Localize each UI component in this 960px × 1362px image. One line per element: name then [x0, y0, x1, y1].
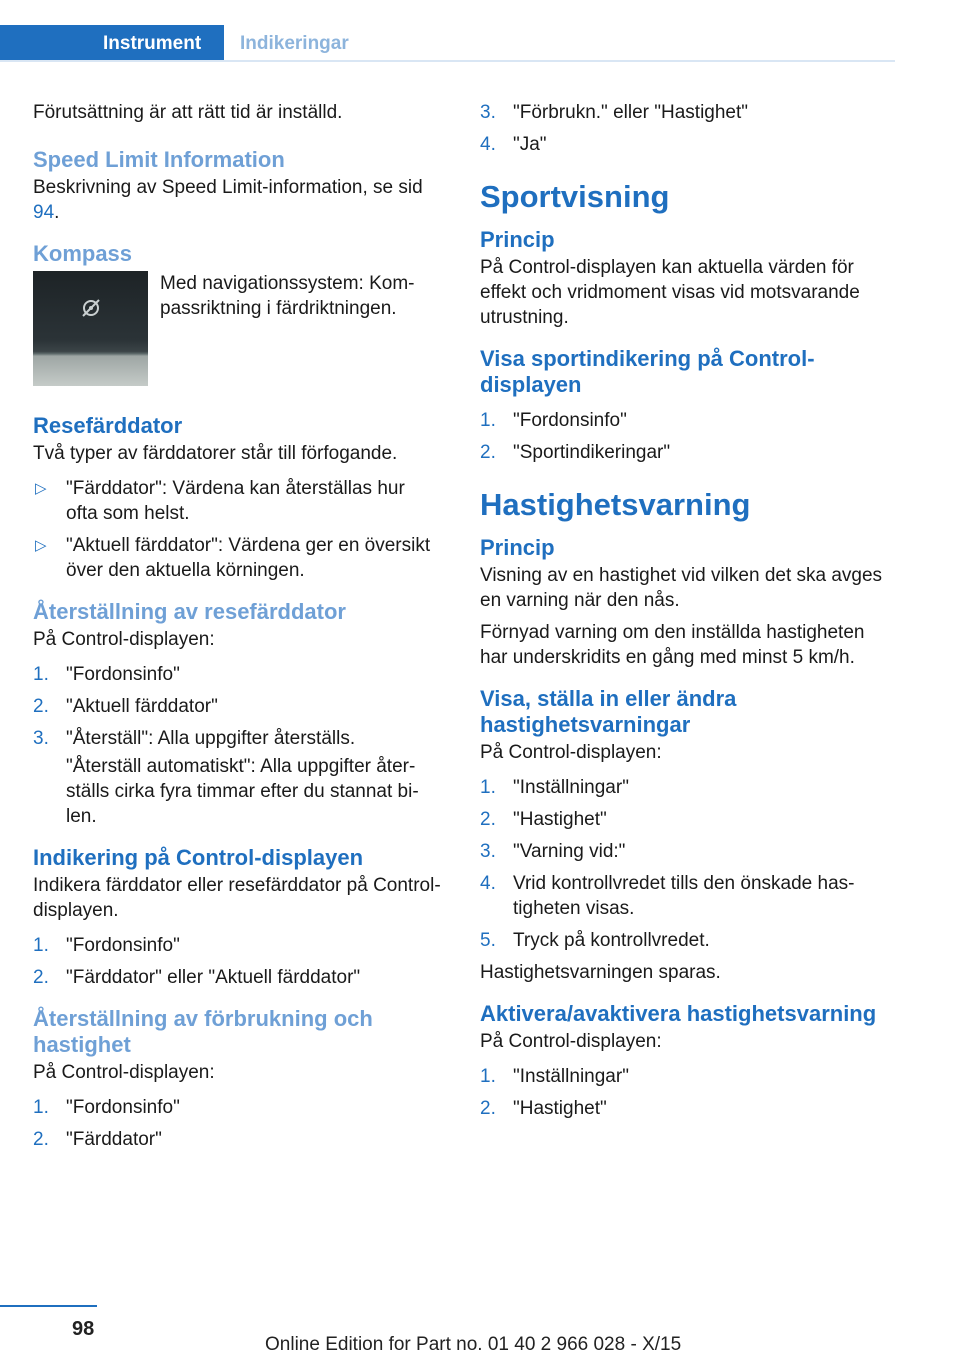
hv-saved-text: Hastighetsvarningen sparas. [480, 962, 721, 983]
step-text: "Färddator" [66, 1129, 162, 1150]
tab-indikeringar[interactable]: Indikeringar [240, 33, 349, 54]
forbrukning-heading: Återställning av förbrukning och hastighet [33, 1006, 373, 1057]
forbrukning-steps [33, 1095, 441, 1152]
sli-text-body: Beskrivning av Speed Limit-information, se sid [33, 177, 423, 198]
step-number: 2. [33, 696, 49, 717]
forbrukning-intro: På Control-displayen: [33, 1062, 215, 1083]
step-number: 3. [480, 102, 496, 123]
kompass-display-image [33, 271, 148, 386]
reset-continuation: "Återställ automatiskt": Alla uppgifter återställs cirka fyra timmar efter du stannat bilen. [66, 756, 419, 827]
compass-off-icon [80, 297, 102, 326]
list-item [33, 1095, 441, 1120]
intro-text: Förutsättning är att rätt tid är inställd. [33, 102, 343, 123]
step-number: 2. [480, 809, 496, 830]
step-text: "Återställ": Alla uppgifter återställs. [66, 728, 356, 749]
hv-activate-heading: Aktivera/avaktivera hastighetsvarning [480, 1001, 877, 1026]
resefarddator-heading: Resefärddator [33, 413, 183, 438]
step-text: "Inställningar" [513, 777, 629, 798]
left-column [33, 100, 441, 1159]
step-text: "Förbrukn." eller "Hastighet" [513, 102, 749, 123]
list-item [480, 807, 892, 832]
list-item [33, 476, 441, 526]
sport-princip-heading: Princip [480, 227, 555, 252]
step-number: 1. [33, 935, 49, 956]
list-item [33, 965, 441, 990]
sport-steps [480, 408, 892, 465]
indikering-text: Indikera färddator eller resefärddator på Control-displayen. [33, 875, 441, 921]
step-text: "Varning vid:" [513, 841, 626, 862]
step-number: 2. [33, 1129, 49, 1150]
page-link-94[interactable]: 94 [33, 202, 55, 223]
list-item [480, 1096, 892, 1121]
step-text: "Färddator" eller "Aktuell färddator" [66, 967, 361, 988]
list-item [33, 533, 441, 583]
list-item [33, 1127, 441, 1152]
bullet-text: "Aktuell färddator": Värdena ger en översikt över den aktuella körningen. [66, 535, 431, 581]
footer-rule [0, 1305, 97, 1307]
step-text: "Aktuell färddator" [66, 696, 218, 717]
right-column [480, 100, 892, 1128]
step-number: 2. [480, 442, 496, 463]
sportvisning-heading: Sportvisning [480, 179, 670, 214]
indikering-heading: Indikering på Control-displayen [33, 845, 364, 870]
list-item [480, 132, 892, 157]
step-number: 3. [33, 728, 49, 749]
step-text: "Inställningar" [513, 1066, 629, 1087]
list-item [33, 933, 441, 958]
step-text: Vrid kontrollvredet tills den önskade hastigheten visas. [513, 873, 855, 919]
edition-text: Online Edition for Part no. 01 40 2 966 028 - X/15 [265, 1334, 682, 1355]
step-text: "Fordonsinfo" [513, 410, 627, 431]
sli-text-end: . [54, 202, 60, 223]
reset-intro: På Control-displayen: [33, 629, 215, 650]
step-number: 1. [480, 777, 496, 798]
step-number: 4. [480, 873, 496, 894]
indikering-steps [33, 933, 441, 990]
kompass-text: Med navigationssystem: Kompassriktning i färdriktningen. [160, 273, 415, 319]
resefarddator-text: Två typer av färddatorer står till förfogande. [33, 443, 398, 464]
hastighetsvarning-heading: Hastighetsvarning [480, 487, 751, 522]
bullet-text: "Färddator": Värdena kan återställas hur ofta som helst. [66, 478, 405, 524]
list-item [480, 408, 892, 433]
step-number: 1. [480, 1066, 496, 1087]
kompass-block [33, 271, 441, 387]
step-text: "Hastighet" [513, 1098, 607, 1119]
list-item [480, 928, 892, 953]
sli-text [33, 175, 441, 225]
sport-show-heading: Visa sportindikering på Controldisplayen [480, 346, 815, 397]
list-item [480, 1064, 892, 1089]
step-number: 3. [480, 841, 496, 862]
step-text: "Sportindikeringar" [513, 442, 671, 463]
step-text: "Fordonsinfo" [66, 1097, 180, 1118]
step-text: "Hastighet" [513, 809, 607, 830]
reset-steps [33, 662, 441, 751]
step-number: 1. [33, 1097, 49, 1118]
hv-set-intro: På Control-displayen: [480, 742, 662, 763]
list-item [480, 775, 892, 800]
hv-set-heading: Visa, ställa in eller ändra hastighetsvarningar [480, 686, 737, 737]
list-item [480, 839, 892, 864]
list-item [480, 100, 892, 125]
step-text: Tryck på kontrollvredet. [513, 930, 710, 951]
header-rule [0, 60, 895, 62]
hv-princip-text1: Visning av en hastighet vid vilken det ska avges en varning när den nås. [480, 565, 883, 611]
step-number: 1. [480, 410, 496, 431]
continued-steps [480, 100, 892, 157]
hv-activate-intro: På Control-displayen: [480, 1031, 662, 1052]
step-number: 5. [480, 930, 496, 951]
hv-princip-text2: Förnyad varning om den inställda hastigheten har underskridits en gång med minst 5 km/h. [480, 622, 865, 668]
step-number: 1. [33, 664, 49, 685]
step-text: "Fordonsinfo" [66, 935, 180, 956]
triangle-bullet-icon: ▷ [35, 537, 47, 554]
list-item [480, 440, 892, 465]
list-item [33, 662, 441, 687]
tab-instrument[interactable]: Instrument [0, 25, 224, 62]
sport-princip-text: På Control-displayen kan aktuella värden för effekt och vridmoment visas vid motsvarande utrustning. [480, 257, 860, 328]
step-number: 2. [480, 1098, 496, 1119]
hv-set-steps [480, 775, 892, 953]
triangle-bullet-icon: ▷ [35, 480, 47, 497]
step-number: 2. [33, 967, 49, 988]
kompass-heading: Kompass [33, 241, 133, 266]
list-item [480, 871, 892, 921]
list-item [33, 694, 441, 719]
hv-activate-steps [480, 1064, 892, 1121]
page-number: 98 [72, 1318, 95, 1340]
reset-heading: Återställning av resefärddator [33, 599, 346, 624]
step-number: 4. [480, 134, 496, 155]
step-text: "Fordonsinfo" [66, 664, 180, 685]
list-item [33, 726, 441, 751]
sli-heading: Speed Limit Information [33, 147, 285, 172]
hv-princip-heading: Princip [480, 535, 555, 560]
step-text: "Ja" [513, 134, 547, 155]
resefarddator-bullets [33, 476, 441, 583]
